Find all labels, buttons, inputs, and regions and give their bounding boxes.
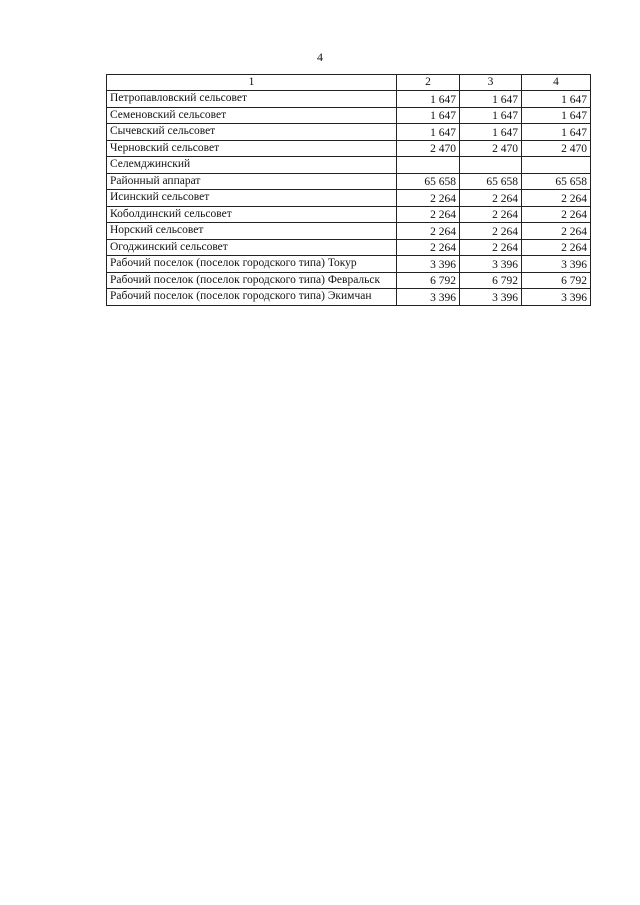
- table-body: [107, 91, 591, 306]
- table-row: [107, 173, 591, 190]
- row-value-col2: 65 658: [397, 173, 460, 190]
- row-value-col2: 3 396: [397, 256, 460, 273]
- row-value-col3: [460, 157, 522, 174]
- table-row: [107, 223, 591, 240]
- row-value-col4: 1 647: [522, 91, 591, 108]
- row-value-col3: 3 396: [460, 289, 522, 306]
- column-header-3: 3: [460, 75, 522, 91]
- table-row: [107, 206, 591, 223]
- row-value-col3: 6 792: [460, 272, 522, 289]
- table-row: [107, 239, 591, 256]
- data-table: [106, 74, 591, 306]
- table-row: [107, 124, 591, 141]
- row-name-cell: Исинский сельсовет: [107, 190, 397, 207]
- row-value-col3: 2 264: [460, 190, 522, 207]
- row-name-cell: Сычевский сельсовет: [107, 124, 397, 141]
- table-row: [107, 157, 591, 174]
- row-name-cell: Петропавловский сельсовет: [107, 91, 397, 108]
- row-value-col3: 65 658: [460, 173, 522, 190]
- row-value-col2: 1 647: [397, 107, 460, 124]
- table-row: [107, 107, 591, 124]
- row-value-col2: 2 264: [397, 223, 460, 240]
- row-value-col3: 2 264: [460, 239, 522, 256]
- row-value-col3: 1 647: [460, 91, 522, 108]
- column-header-1: 1: [107, 75, 397, 91]
- table-row: [107, 190, 591, 207]
- table-row: [107, 256, 591, 273]
- row-value-col2: [397, 157, 460, 174]
- row-value-col2: 1 647: [397, 91, 460, 108]
- row-name-cell: Рабочий поселок (поселок городского типа) Февральск: [107, 272, 397, 289]
- row-value-col4: 1 647: [522, 107, 591, 124]
- row-value-col3: 1 647: [460, 107, 522, 124]
- column-header-2: 2: [397, 75, 460, 91]
- row-value-col2: 1 647: [397, 124, 460, 141]
- column-header-4: 4: [522, 75, 591, 91]
- row-name-cell: Районный аппарат: [107, 173, 397, 190]
- row-value-col4: 3 396: [522, 289, 591, 306]
- row-name-cell: Огоджинский сельсовет: [107, 239, 397, 256]
- row-value-col3: 2 264: [460, 223, 522, 240]
- row-name-cell: Селемджинский: [107, 157, 397, 174]
- row-value-col4: 2 264: [522, 223, 591, 240]
- table-row: [107, 272, 591, 289]
- row-name-cell: Рабочий поселок (поселок городского типа) Токур: [107, 256, 397, 273]
- row-value-col4: 6 792: [522, 272, 591, 289]
- row-value-col4: 2 264: [522, 190, 591, 207]
- row-value-col3: 2 264: [460, 206, 522, 223]
- row-value-col4: 65 658: [522, 173, 591, 190]
- row-name-cell: Рабочий поселок (поселок городского типа) Экимчан: [107, 289, 397, 306]
- row-value-col2: 2 264: [397, 206, 460, 223]
- row-name-cell: Черновский сельсовет: [107, 140, 397, 157]
- row-value-col2: 3 396: [397, 289, 460, 306]
- row-name-cell: Норский сельсовет: [107, 223, 397, 240]
- row-value-col2: 6 792: [397, 272, 460, 289]
- row-value-col4: [522, 157, 591, 174]
- row-value-col4: 2 264: [522, 206, 591, 223]
- row-name-cell: Коболдинский сельсовет: [107, 206, 397, 223]
- row-value-col4: 2 470: [522, 140, 591, 157]
- table-row: [107, 289, 591, 306]
- page-number: 4: [317, 50, 323, 64]
- row-value-col4: 3 396: [522, 256, 591, 273]
- row-value-col2: 2 264: [397, 190, 460, 207]
- table-row: [107, 140, 591, 157]
- row-value-col2: 2 470: [397, 140, 460, 157]
- row-value-col4: 1 647: [522, 124, 591, 141]
- row-value-col3: 2 470: [460, 140, 522, 157]
- row-name-cell: Семеновский сельсовет: [107, 107, 397, 124]
- table-header-row: [107, 75, 591, 91]
- row-value-col3: 1 647: [460, 124, 522, 141]
- row-value-col2: 2 264: [397, 239, 460, 256]
- row-value-col4: 2 264: [522, 239, 591, 256]
- row-value-col3: 3 396: [460, 256, 522, 273]
- table-row: [107, 91, 591, 108]
